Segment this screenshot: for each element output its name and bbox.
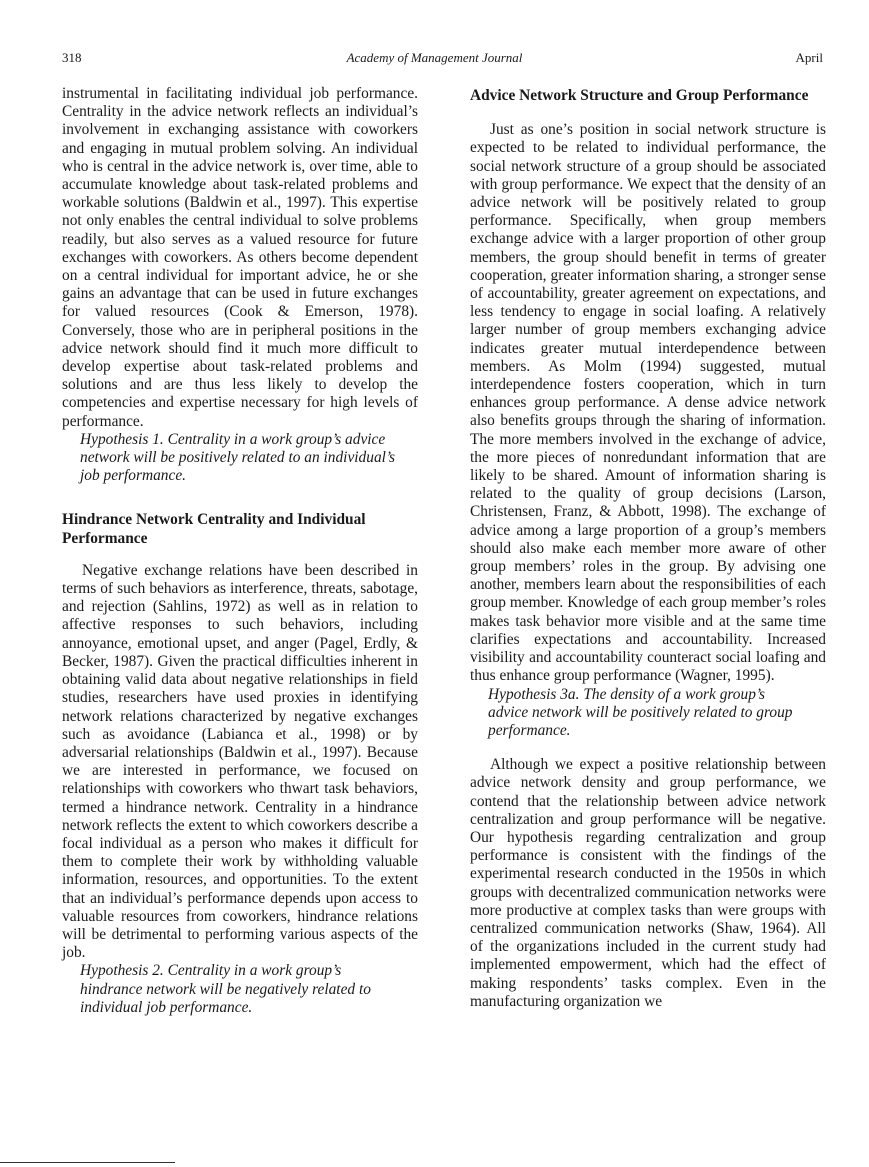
left-column [62, 85, 418, 1017]
right-column [470, 87, 826, 1011]
body-paragraph: Although we expect a positive relationship between advice network density and group performance, we contend that the relationship between advice network centralization and group performance will be negative. Our hypothesis regarding centralization and group performance is consistent with the findings of the experimental research conducted in the 1950s in which groups with decentralized communication networks were more productive at complex tasks than were groups with centralized communication networks (Shaw, 1964). All of the organizations included in the current study had implemented empowerment, which had the effect of making respondents’ tasks complex. Even in the manufacturing organization we [470, 756, 826, 1010]
footnote-rule [0, 1162, 175, 1163]
body-paragraph: Negative exchange relations have been described in terms of such behaviors as interference, threats, sabotage, and rejection (Sahlins, 1972) as well as in relation to affective responses to such behaviors, including annoyance, emotional upset, and anger (Pagel, Erdly, & Becker, 1987). Given the practical difficulties inherent in obtaining valid data about negative relationships in field studies, researchers have used proxies in identifying network relations characterized by negative exchanges such as avoidance (Labianca et al., 1998) or by adversarial relationships (Baldwin et al., 1997). Because we are interested in performance, we focused on relationships with coworkers who thwart task behaviors, termed a hindrance network. Centrality in a hindrance network reflects the extent to which coworkers describe a focal individual as a person who makes it difficult for them to complete their work by withholding valuable information, resources, and opportunities. To the extent that an individual’s performance depends upon access to valuable resources from coworkers, hindrance relations will be detrimental to performing various aspects of the job. [62, 561, 418, 962]
hypothesis-2: Hypothesis 2. Centrality in a work group’s hindrance network will be negatively related to individual job performance. [80, 962, 371, 1016]
section-heading-advice-structure: Advice Network Structure and Group Performance [470, 87, 809, 104]
running-head-journal: Academy of Management Journal [346, 50, 523, 65]
hypothesis-3a: Hypothesis 3a. The density of a work group’s advice network will be positively related to group performance. [488, 685, 793, 739]
hypothesis-1: Hypothesis 1. Centrality in a work group’s advice network will be positively related to an individual’s job performance. [80, 430, 396, 485]
body-paragraph: instrumental in facilitating individual job performance. Centrality in the advice network reflects an individual’s involvement in exchanging assistance with coworkers and engaging in mutual problem solving. An individual who is central in the advice network is, over time, able to accumulate knowledge about task-related problems and workable solutions (Baldwin et al., 1997). This expertise not only enables the central individual to solve problems readily, but also serves as a valued resource for future exchanges with coworkers. As others become dependent on a central individual for important advice, he or she gains an advantage that can be used in future exchanges for valued resources (Cook & Emerson, 1978). Conversely, those who are in peripheral positions in the advice network should find it much more difficult to develop expertise about task-related problems and solutions and are thus less likely to develop the competencies and expertise necessary for high levels of performance. [62, 85, 418, 430]
body-paragraph: Just as one’s position in social network structure is expected to be related to individual performance, the social network structure of a group should be associated with group performance. We expect that the density of an advice network will be positively related to group performance. Specifically, when group members exchange advice with a larger proportion of other group members, the group should benefit in terms of greater cooperation, greater information sharing, a stronger sense of accountability, greater agreement on expectations, and less tendency to engage in social loafing. A relatively larger number of group members exchanging advice indicates greater mutual interdependence between members. As Molm (1994) suggested, mutual interdependence fosters cooperation, which in turn enhances group performance. A dense advice network also benefits groups through the sharing of information. The more members involved in the exchange of advice, the more pieces of nonredundant information that are likely to be shared. Amount of information sharing is related to the quality of group decisions (Larson, Christensen, Franz, & Abbott, 1998). The exchange of advice among a large proportion of a group’s members should also make each member more aware of other group members’ roles in the group. By advising one another, members learn about the responsibilities of each group member. Knowledge of each group member’s roles makes task behavior more visible and at the same time clarifies expectations and accountability. Increased visibility and accountability counteract social loafing and thus enhance group performance (Wagner, 1995). [470, 121, 826, 685]
running-head-month: April [795, 50, 823, 65]
section-heading-hindrance: Hindrance Network Centrality and Individual Performance [62, 511, 366, 547]
page-number: 318 [62, 50, 82, 65]
